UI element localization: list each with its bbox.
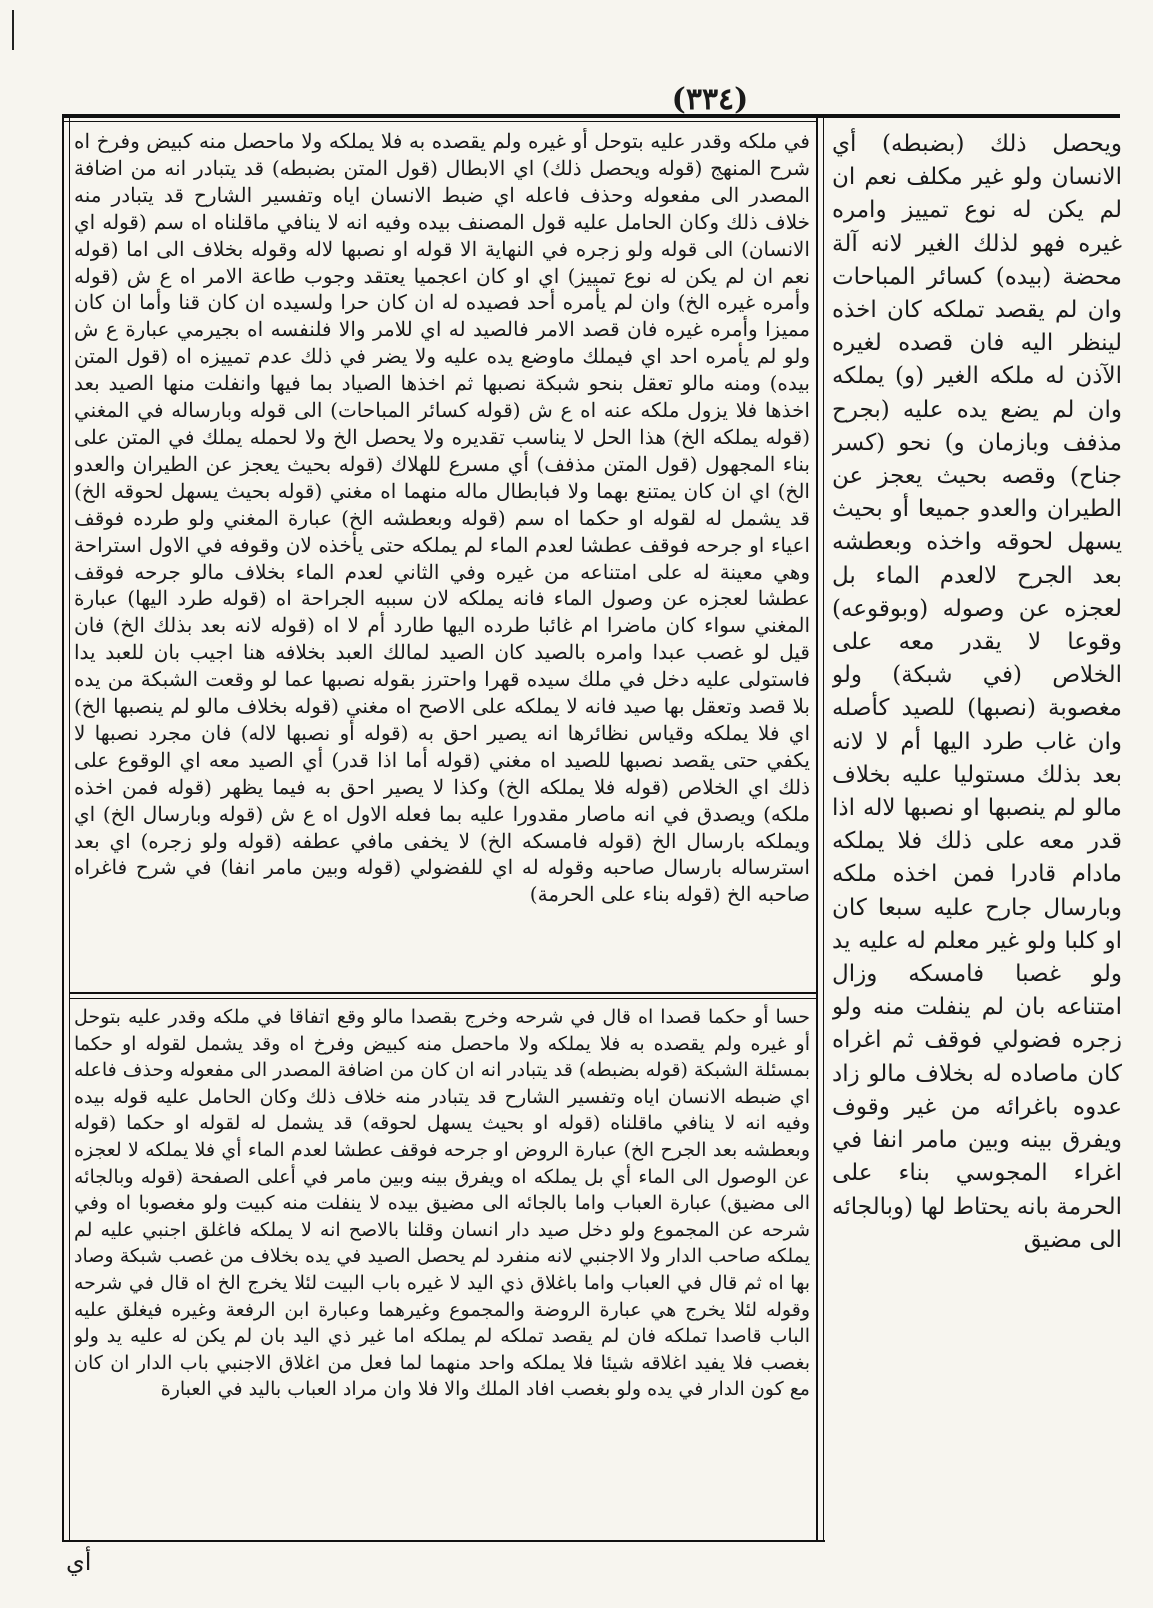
matn-text: ويحصل ذلك (بضبطه) أي الانسان ولو غير مكلف نعم ان لم يكن له نوع تمييز وامره غيره فهو لذلك الغير لانه آلة محضة (بيده) كسائر المباحات وان لم يقصد تملكه كان اخذه لينظر اليه فان قصده لغيره الآذن له ملكه الغير (و) يملكه وان لم يضع يده عليه (بجرح مذفف وبازمان و) نحو (كسر جناح) وقصه بحيث يعجز عن الطيران والعدو جميعا أو بحيث يسهل لحوقه واخذه وبعطشه بعد الجرح لالعدم الماء بل لعجزه عن وصوله (وبوقوعه) وقوعا لا يقدر معه على الخلاص (في شبكة) ولو مغصوبة (نصبها) للصيد كأصله وان غاب طرد اليها أم لا لانه بعد بذلك مستوليا عليه بخلاف مالو لم ينصبها او نصبها لاله اذا قدر معه على ذلك فلا يملكه مادام قادرا فمن اخذه ملكه وبارسال جارح عليه سبعا كان او كلبا ولو غير معلم له عليه يد ولو غصبا فامسكه وزال امتناعه بان لم ينفلت منه ولو زجره فضولي فوقف ثم اغراه كان ماصاده له بخلاف مالو زاد عدوه باغرائه من غير وقوف ويفرق بينه وبين مامر انفا في اغراء المجوسي بناء على الحرمة بانه يحتاط لها (وبالجائه الى مضيق <box>832 131 1122 1253</box>
frame-left-rule-thin <box>69 118 70 1540</box>
footnote-separator-thin <box>69 998 816 999</box>
gloss-block <box>74 1004 810 1534</box>
matn-column <box>832 128 1122 1608</box>
commentary-column <box>74 128 810 988</box>
header-rule-thin <box>62 121 817 122</box>
catchword: أي <box>66 1548 92 1576</box>
commentary-paragraph: في ملكه وقدر عليه بتوحل أو غيره ولم يقصده به فلا يملكه ولا ماحصل منه كبيض وفرخ اه شرح المنهج (قوله ويحصل ذلك) اي الابطال (قول المتن بضبطه) قد يتبادر انه من اضافة المصدر الى مفعوله وحذف فاعله اي ضبط الانسان اياه وتفسير الشارح قد يتبادر منه خلاف ذلك وكان الحامل عليه قول المصنف بيده وفيه انه لا ينافي ماقلناه اه سم (قوله اي الانسان) الى قوله ولو زجره في النهاية الا قوله او نصبها لاله وقوله بخلاف الى اما (قوله نعم ان لم يكن له نوع تمييز) اي او كان اعجميا يعتقد وجوب طاعة الامر اه ع ش (قوله وأمره غيره الخ) وان لم يأمره أحد فصيده له ان كان حرا ولسيده ان كان قنا وأما ان كان مميزا وأمره غيره فان قصد الامر فالصيد له اي للامر والا فلنفسه اه بجيرمي عبارة ع ش ولو لم يأمره احد اي فيملك ماوضع يده عليه ولا يضر في ذلك عدم تمييزه اه (قول المتن بيده) ومنه مالو تعقل بنحو شبكة نصبها ثم اخذها الصياد بما فيها وانفلت منها الصيد بعد اخذها فلا يزول ملكه عنه اه ع ش (قوله كسائر المباحات) الى قوله وبارساله في المغني (قوله يملكه الخ) هذا الحل لا يناسب تقديره ولا يحصل الخ ولا لحمله يملك في المتن على بناء المجهول (قول المتن مذفف) أي مسرع للهلاك (قوله بحيث يعجز عن الطيران والعدو الخ) اي ان كان يمتنع بهما ولا فبابطال ماله منهما اه مغني (قوله بحيث يسهل لحوقه الخ) قد يشمل له لقوله او حكما اه سم (قوله وبعطشه الخ) عبارة المغني ولو طرده فوقف اعياء او جرحه فوقف عطشا لعدم الماء لم يملكه حتى يأخذه لان وقوفه في الاول استراحة وهي معينة له على امتناعه من غيره وفي الثاني لعدم الماء بخلاف مالو جرحه فوقف عطشا لعجزه عن وصول الماء فانه يملكه لان سببه الجراحة اه (قوله طرد اليها) عبارة المغني سواء كان ماضرا ام غائبا طرده اليها طارد أم لا اه (قوله لانه بعد بذلك الخ) فان قيل لو غصب عبدا وامره بالصيد كان الصيد لمالك العبد بخلافه هنا اجيب بان للعبد يدا فاستولى عليه دخل في ملك سيده قهرا واحترز بقوله نصبها عما لو وقعت الشبكة من يده بلا قصد وتعقل بها صيد فانه لا يملكه على الاصح اه مغني (قوله بخلاف مالو لم ينصبها الخ) اي فلا يملكه وقياس نظائرها انه يصير احق به (قوله أو نصبها لاله) فان مجرد نصبها لا يكفي حتى يقصد نصبها للصيد اه مغني (قوله أما اذا قدر) أي الصيد معه اي الوقوع على ذلك اي الخلاص (قوله فلا يملكه الخ) وكذا لا يصير احق به فيما يظهر (قوله فمن اخذه ملكه) ويصدق في انه ماصار مقدورا عليه بما فعله الاول اه ع ش (قوله وبارسال الخ) اي ويملكه بارسال الخ (قوله فامسكه الخ) لا يخفى مافي عطفه (قوله ولو زجره) اي بعد استرساله بارسال صاحبه وقوله له اي للفضولي (قوله وبين مامر انفا) في شرح فاغراه صاحبه الخ (قوله بناء على الحرمة) <box>74 129 810 907</box>
margin-mark <box>12 10 14 50</box>
gloss-paragraph: حسا أو حكما قصدا اه قال في شرحه وخرج بقصدا مالو وقع اتفاقا في ملكه وقدر عليه بتوحل أو غيره ولم يقصده به فلا يملكه ولا ماحصل منه كبيض وفرخ اه وقد يشمل لقوله او حكما بمسئلة الشبكة (قوله بضبطه) قد يتبادر انه ان كان من اضافة المصدر الى مفعوله وحذف فاعله اي ضبطه الانسان اياه وتفسير الشارح قد يتبادر منه خلاف ذلك وكان الحامل عليه قوله بيده وفيه انه لا ينافي ماقلناه (قوله او بحيث يسهل لحوقه) قد يشمل له لقوله او حكما (قوله وبعطشه بعد الجرح الخ) عبارة الروض او جرحه فوقف عطشا لعدم الماء أي فلا يملكه لا لعجزه عن الوصول الى الماء أي بل يملكه اه ويفرق بينه وبين مامر في أعلى الصفحة (قوله وبالجائه الى مضيق) عبارة العباب واما بالجائه الى مضيق بيده لا ينفلت منه كبيت ولو مغصوبا اه وفي شرحه عن المجموع ولو دخل صيد دار انسان وقلنا بالاصح انه لا يملكه فاغلق اجنبي عليه لم يملكه صاحب الدار ولا الاجنبي لانه منفرد لم يحصل الصيد في يده بخلاف من غصب شبكة وصاد بها اه ثم قال في العباب واما باغلاق ذي اليد لا غيره باب البيت لئلا يخرج الخ اه قال في شرحه وقوله لئلا يخرج هي عبارة الروضة والمجموع وغيرهما وعبارة ابن الرفعة وغيره فيغلق عليه الباب قاصدا تملكه فان لم يقصد تملكه لم يملكه اما غير ذي اليد بان لم يكن له عليه يد ولو بغصب فلا يفيد اغلاقه شيئا فلا يملكه واحد منهما لما فعل من اغلاق الاجنبي باب الدار ان كان مع كون الدار في يده ولو بغصب افاد الملك والا فلا وان مراد العباب باليد في العبارة <box>74 1006 810 1401</box>
frame-left-rule <box>62 118 64 1540</box>
page-number: (٣٣٤) <box>671 82 749 117</box>
frame-bottom-rule <box>62 1540 825 1542</box>
footnote-separator <box>69 992 816 994</box>
column-separator <box>816 118 818 1540</box>
column-separator-thin <box>823 118 824 1540</box>
header-rule <box>62 114 1120 118</box>
